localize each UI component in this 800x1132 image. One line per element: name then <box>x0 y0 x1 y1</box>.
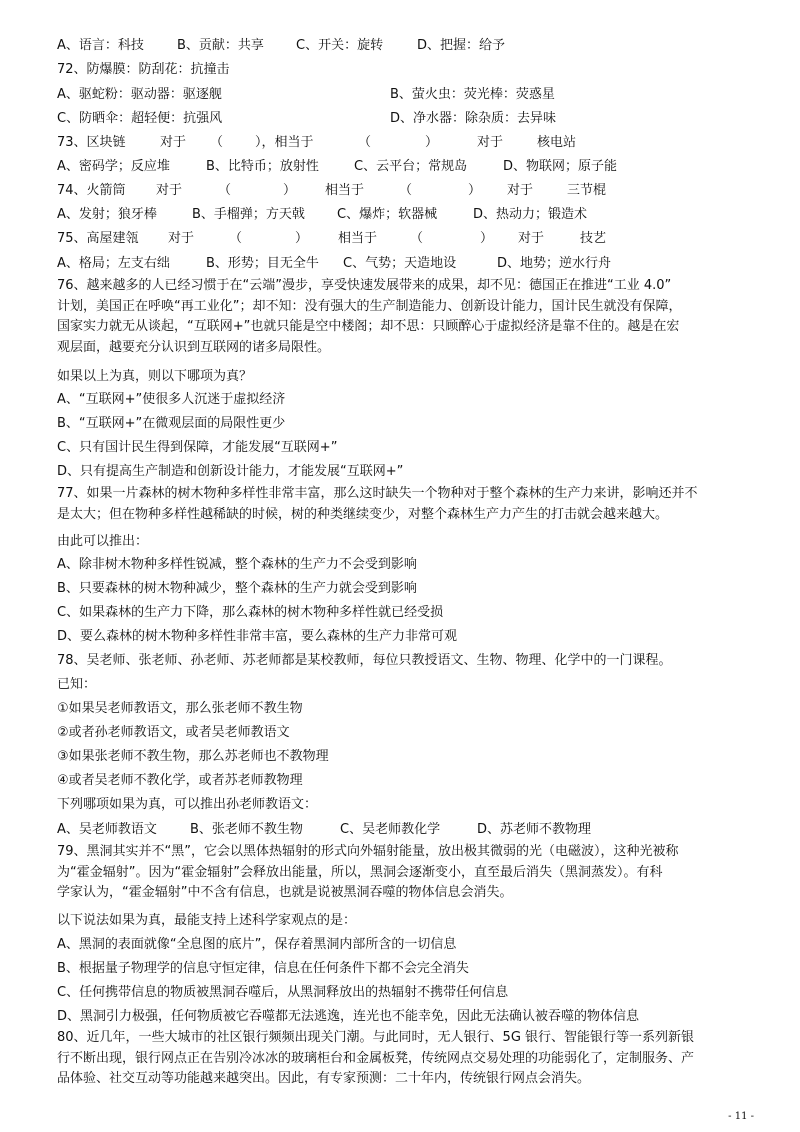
q76-option-a: A、“互联网+”使很多人沉迷于虚拟经济 <box>57 392 286 407</box>
q76-question: 如果以上为真，则以下哪项为真？ <box>57 369 253 384</box>
q76-passage <box>57 276 745 358</box>
q72-option-b: B、萤火虫：荧光棒：荧惑星 <box>390 87 555 102</box>
q73-stem-equiv: ），相当于 <box>255 135 314 150</box>
q79-line: 学家认为，“霍金辐射”中不含有信息，也就是说被黑洞吞噬的物体信息会消失。 <box>57 885 513 900</box>
q76-option-c: C、只有国计民生得到保障，才能发展“互联网+” <box>57 440 338 455</box>
q77-option-d: D、要么森林的树木物种多样性非常丰富，要么森林的生产力非常可观 <box>57 629 458 644</box>
q80-passage <box>57 1028 745 1090</box>
q77-question: 由此可以推出： <box>57 534 149 549</box>
q74-option-d: D、热动力；锻造术 <box>473 207 588 222</box>
q74-blank2-open: （ <box>399 183 413 198</box>
q74-blank1-open: （ <box>218 183 232 198</box>
q75-stem-equiv: 相当于 <box>338 231 378 246</box>
q71-option-d: D、把握：给予 <box>417 38 506 53</box>
q78-option-a: A、吴老师教语文 <box>57 822 157 837</box>
q74-blank2-close: ） <box>468 183 482 198</box>
q75-blank2-open: （ <box>410 231 424 246</box>
q74-option-a: A、发射；狼牙棒 <box>57 207 157 222</box>
q72-stem: 72、防爆膜：防刮花：抗撞击 <box>57 62 230 77</box>
q77-option-c: C、如果森林的生产力下降，那么森林的树木物种多样性就已经受损 <box>57 605 444 620</box>
q79-passage <box>57 842 745 904</box>
q75-option-c: C、气势；天造地设 <box>343 256 457 271</box>
q73-blank2-close: ） <box>425 135 439 150</box>
q73-option-c: C、云平台；常规岛 <box>354 159 468 174</box>
q78-question: 下列哪项如果为真，可以推出孙老师教语文： <box>57 797 318 812</box>
page-number: - 11 - <box>728 1111 754 1122</box>
q74-blank1-close: ） <box>283 183 297 198</box>
q74-stem-relation2: 对于 <box>507 183 534 198</box>
q76-line: 计划，美国正在呼唤“再工业化”；却不知：没有强大的生产制造能力、创新设计能力，国计民生就没有保障， <box>57 298 682 314</box>
q78-stem: 78、吴老师、张老师、孙老师、苏老师都是某校教师，每位只教授语文、生物、物理、化学中的一门课程。 <box>57 653 672 668</box>
q74-stem-equiv: 相当于 <box>325 183 365 198</box>
q78-known: 已知： <box>57 677 97 692</box>
q78-condition-1: ①如果吴老师教语文，那么张老师不教生物 <box>57 701 303 716</box>
q78-option-b: B、张老师不教生物 <box>190 822 303 837</box>
q72-option-d: D、净水器：除杂质：去异味 <box>390 111 557 126</box>
q79-option-b: B、根据量子物理学的信息守恒定律，信息在任何条件下都不会完全消失 <box>57 961 469 976</box>
q79-line: 79、黑洞其实并不“黑”，它会以黑体热辐射的形式向外辐射能量，放出极其微弱的光（电磁波），这种光被称 <box>57 844 679 859</box>
q80-line: 80、近几年，一些大城市的社区银行频频出现关门潮。与此同时，无人银行、5G 银行、智能银行等一系列新银 <box>57 1030 695 1045</box>
q79-question: 以下说法如果为真，最能支持上述科学家观点的是： <box>57 913 357 928</box>
q75-stem-term2: 技艺 <box>580 231 607 246</box>
q76-option-b: B、“互联网+”在微观层面的局限性更少 <box>57 416 286 431</box>
q79-option-a: A、黑洞的表面就像“全息图的底片”，保存着黑洞内部所含的一切信息 <box>57 937 457 952</box>
q72-option-a: A、驱蛇粉：驱动器：驱逐舰 <box>57 87 222 102</box>
q71-option-b: B、贡献：共享 <box>177 38 264 53</box>
q78-option-c: C、吴老师教化学 <box>340 822 441 837</box>
q73-option-d: D、物联网；原子能 <box>503 159 618 174</box>
q75-blank1-open: （ <box>229 231 243 246</box>
q78-option-d: D、苏老师不教物理 <box>477 822 592 837</box>
q76-line: 观层面，越要充分认识到互联网的诸多局限性。 <box>57 339 331 355</box>
q76-line: 国家实力就无从谈起，“互联网+”也就只能是空中楼阁；却不思：只顾醉心于虚拟经济是靠不住的。越是在宏 <box>57 319 680 334</box>
q75-stem-relation2: 对于 <box>518 231 545 246</box>
q75-option-a: A、格局；左支右绌 <box>57 256 170 271</box>
q73-option-b: B、比特币；放射性 <box>206 159 319 174</box>
q71-option-a: A、语言：科技 <box>57 38 144 53</box>
q75-option-b: B、形势；目无全牛 <box>206 256 319 271</box>
q74-option-c: C、爆炸；软器械 <box>337 207 438 222</box>
q75-stem-term1: 75、高屋建瓴 <box>57 231 139 246</box>
q73-stem-relation2: 对于 <box>477 135 504 150</box>
q74-stem-term1: 74、火箭筒 <box>57 183 126 198</box>
q79-option-c: C、任何携带信息的物质被黑洞吞噬后，从黑洞释放出的热辐射不携带任何信息 <box>57 985 509 1000</box>
q74-option-b: B、手榴弹；方天戟 <box>192 207 305 222</box>
q72-option-c: C、防晒伞：超轻便：抗强风 <box>57 111 223 126</box>
q75-stem-relation1: 对于 <box>168 231 195 246</box>
q80-line: 品体验、社交互动等功能越来越突出。因此，有专家预测：二十年内，传统银行网点会消失。 <box>57 1071 591 1086</box>
q79-option-d: D、黑洞引力极强，任何物质被它吞噬都无法逃逸，连光也不能幸免，因此无法确认被吞噬的物体信息 <box>57 1009 640 1024</box>
q75-option-d: D、地势；逆水行舟 <box>497 256 612 271</box>
q73-stem-relation1: 对于 <box>160 135 187 150</box>
q77-option-b: B、只要森林的树木物种减少，整个森林的生产力就会受到影响 <box>57 581 417 596</box>
q77-option-a: A、除非树木物种多样性锐减，整个森林的生产力不会受到影响 <box>57 557 417 572</box>
q78-condition-3: ③如果张老师不教生物，那么苏老师也不教物理 <box>57 749 329 764</box>
q78-condition-2: ②或者孙老师教语文，或者吴老师教语文 <box>57 725 290 740</box>
q75-blank2-close: ） <box>480 231 494 246</box>
q77-line: 是太大；但在物种多样性越稀缺的时候，树的种类继续变少，对整个森林生产力产生的打击就会越来越大。 <box>57 506 669 522</box>
q74-stem-term2: 三节棍 <box>567 183 607 198</box>
q79-line: 为“霍金辐射”。因为“霍金辐射”会释放出能量，所以，黑洞会逐渐变小，直至最后消失（黑洞蒸发）。有科 <box>57 864 663 880</box>
q78-condition-4: ④或者吴老师不教化学，或者苏老师教物理 <box>57 773 303 788</box>
q73-blank2-open: （ <box>358 135 372 150</box>
q73-blank1-open: （ <box>210 135 224 150</box>
q74-stem-relation1: 对于 <box>156 183 183 198</box>
q75-blank1-close: ） <box>295 231 309 246</box>
q73-stem-term1: 73、区块链 <box>57 135 126 150</box>
q71-option-c: C、开关：旋转 <box>296 38 384 53</box>
q73-option-a: A、密码学；反应堆 <box>57 159 170 174</box>
q77-passage <box>57 484 745 525</box>
q76-line: 76、越来越多的人已经习惯于在“云端”漫步，享受快速发展带来的成果，却不见：德国正在推进“工业 4.0” <box>57 278 672 293</box>
q76-option-d: D、只有提高生产制造和创新设计能力，才能发展“互联网+” <box>57 464 404 479</box>
q77-line: 77、如果一片森林的树木物种多样性非常丰富，那么这时缺失一个物种对于整个森林的生产力来讲，影响还并不 <box>57 486 698 501</box>
q73-stem-term2: 核电站 <box>537 135 577 150</box>
q80-line: 行不断出现，银行网点正在告别冷冰冰的玻璃柜台和金属板凳，传统网点交易处理的功能弱化了，定制服务、产 <box>57 1050 695 1066</box>
